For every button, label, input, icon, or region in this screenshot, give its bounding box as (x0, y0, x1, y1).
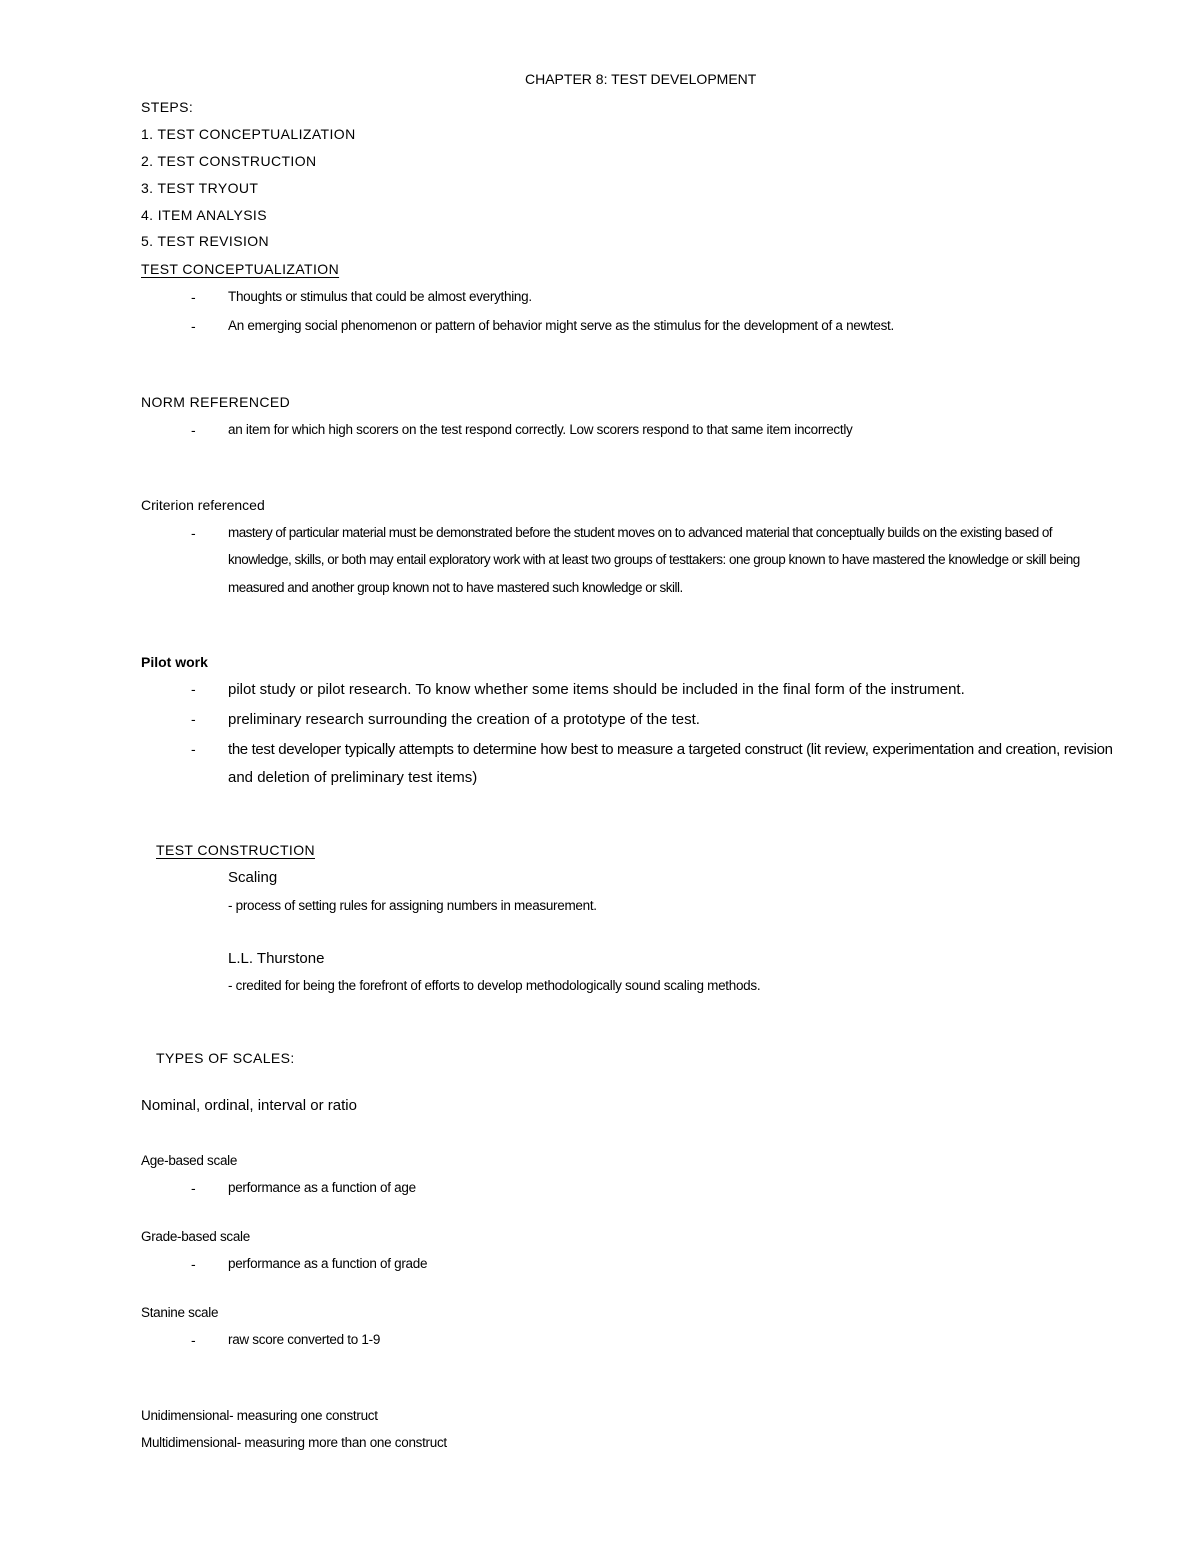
bullet-dash: - (191, 289, 196, 305)
section-heading-norm: NORM REFERENCED (141, 394, 291, 410)
section-heading-criterion: Criterion referenced (141, 497, 265, 513)
bullet-dash: - (191, 422, 196, 438)
thurstone-description: - credited for being the forefront of efforts to develop methodologically sound scaling methods. (228, 978, 761, 993)
bullet-dash: - (191, 1256, 196, 1272)
bullet-dash: - (191, 1332, 196, 1348)
bullet-text: measured and another group known not to have mastered such knowledge or skill. (228, 580, 683, 595)
subheading-stanine-scale: Stanine scale (141, 1305, 219, 1320)
bullet-text: an item for which high scorers on the test respond correctly. Low scorers respond to that same item incorrectly (228, 422, 853, 437)
bullet-dash: - (191, 318, 196, 334)
bullet-dash: - (191, 525, 196, 541)
steps-heading: STEPS: (141, 99, 194, 115)
subheading-age-scale: Age-based scale (141, 1153, 238, 1168)
bullet-text: the test developer typically attempts to determine how best to measure a targeted construct (lit review, experimentation and creation, revision (228, 741, 1113, 758)
subheading-grade-scale: Grade-based scale (141, 1229, 250, 1244)
bullet-text: An emerging social phenomenon or pattern of behavior might serve as the stimulus for the development of a newtest. (228, 318, 894, 333)
unidimensional-definition: Unidimensional- measuring one construct (141, 1408, 378, 1423)
steps-item: 3. TEST TRYOUT (141, 180, 259, 196)
bullet-text: pilot study or pilot research. To know whether some items should be included in the final form of the instrument. (228, 681, 965, 698)
subheading-scaling: Scaling (228, 869, 278, 886)
section-heading-construction: TEST CONSTRUCTION (156, 842, 315, 858)
steps-item: 2. TEST CONSTRUCTION (141, 153, 317, 169)
scale-types-list: Nominal, ordinal, interval or ratio (141, 1097, 357, 1114)
bullet-text: knowledge, skills, or both may entail exploratory work with at least two groups of testtakers: one group known to have mastered the knowledge or skill being (228, 552, 1080, 567)
page-title: CHAPTER 8: TEST DEVELOPMENT (525, 71, 757, 87)
section-heading-types: TYPES OF SCALES: (156, 1050, 295, 1066)
steps-item: 5. TEST REVISION (141, 233, 270, 249)
bullet-text: Thoughts or stimulus that could be almost everything. (228, 289, 532, 304)
bullet-text: performance as a function of age (228, 1180, 416, 1195)
bullet-dash: - (191, 1180, 196, 1196)
bullet-text: raw score converted to 1-9 (228, 1332, 381, 1347)
bullet-text: and deletion of preliminary test items) (228, 769, 478, 786)
scaling-description: - process of setting rules for assigning numbers in measurement. (228, 898, 597, 913)
steps-item: 4. ITEM ANALYSIS (141, 207, 267, 223)
subheading-thurstone: L.L. Thurstone (228, 950, 325, 967)
section-heading-pilot: Pilot work (141, 654, 208, 670)
steps-item: 1. TEST CONCEPTUALIZATION (141, 126, 356, 142)
bullet-text: preliminary research surrounding the creation of a prototype of the test. (228, 711, 700, 728)
bullet-dash: - (191, 741, 196, 757)
bullet-text: performance as a function of grade (228, 1256, 428, 1271)
bullet-dash: - (191, 681, 196, 697)
bullet-text: mastery of particular material must be demonstrated before the student moves on to advanced material that conceptually builds on the existing based of (228, 525, 1053, 540)
section-heading-conceptualization: TEST CONCEPTUALIZATION (141, 261, 340, 277)
multidimensional-definition: Multidimensional- measuring more than one construct (141, 1435, 447, 1450)
bullet-dash: - (191, 711, 196, 727)
